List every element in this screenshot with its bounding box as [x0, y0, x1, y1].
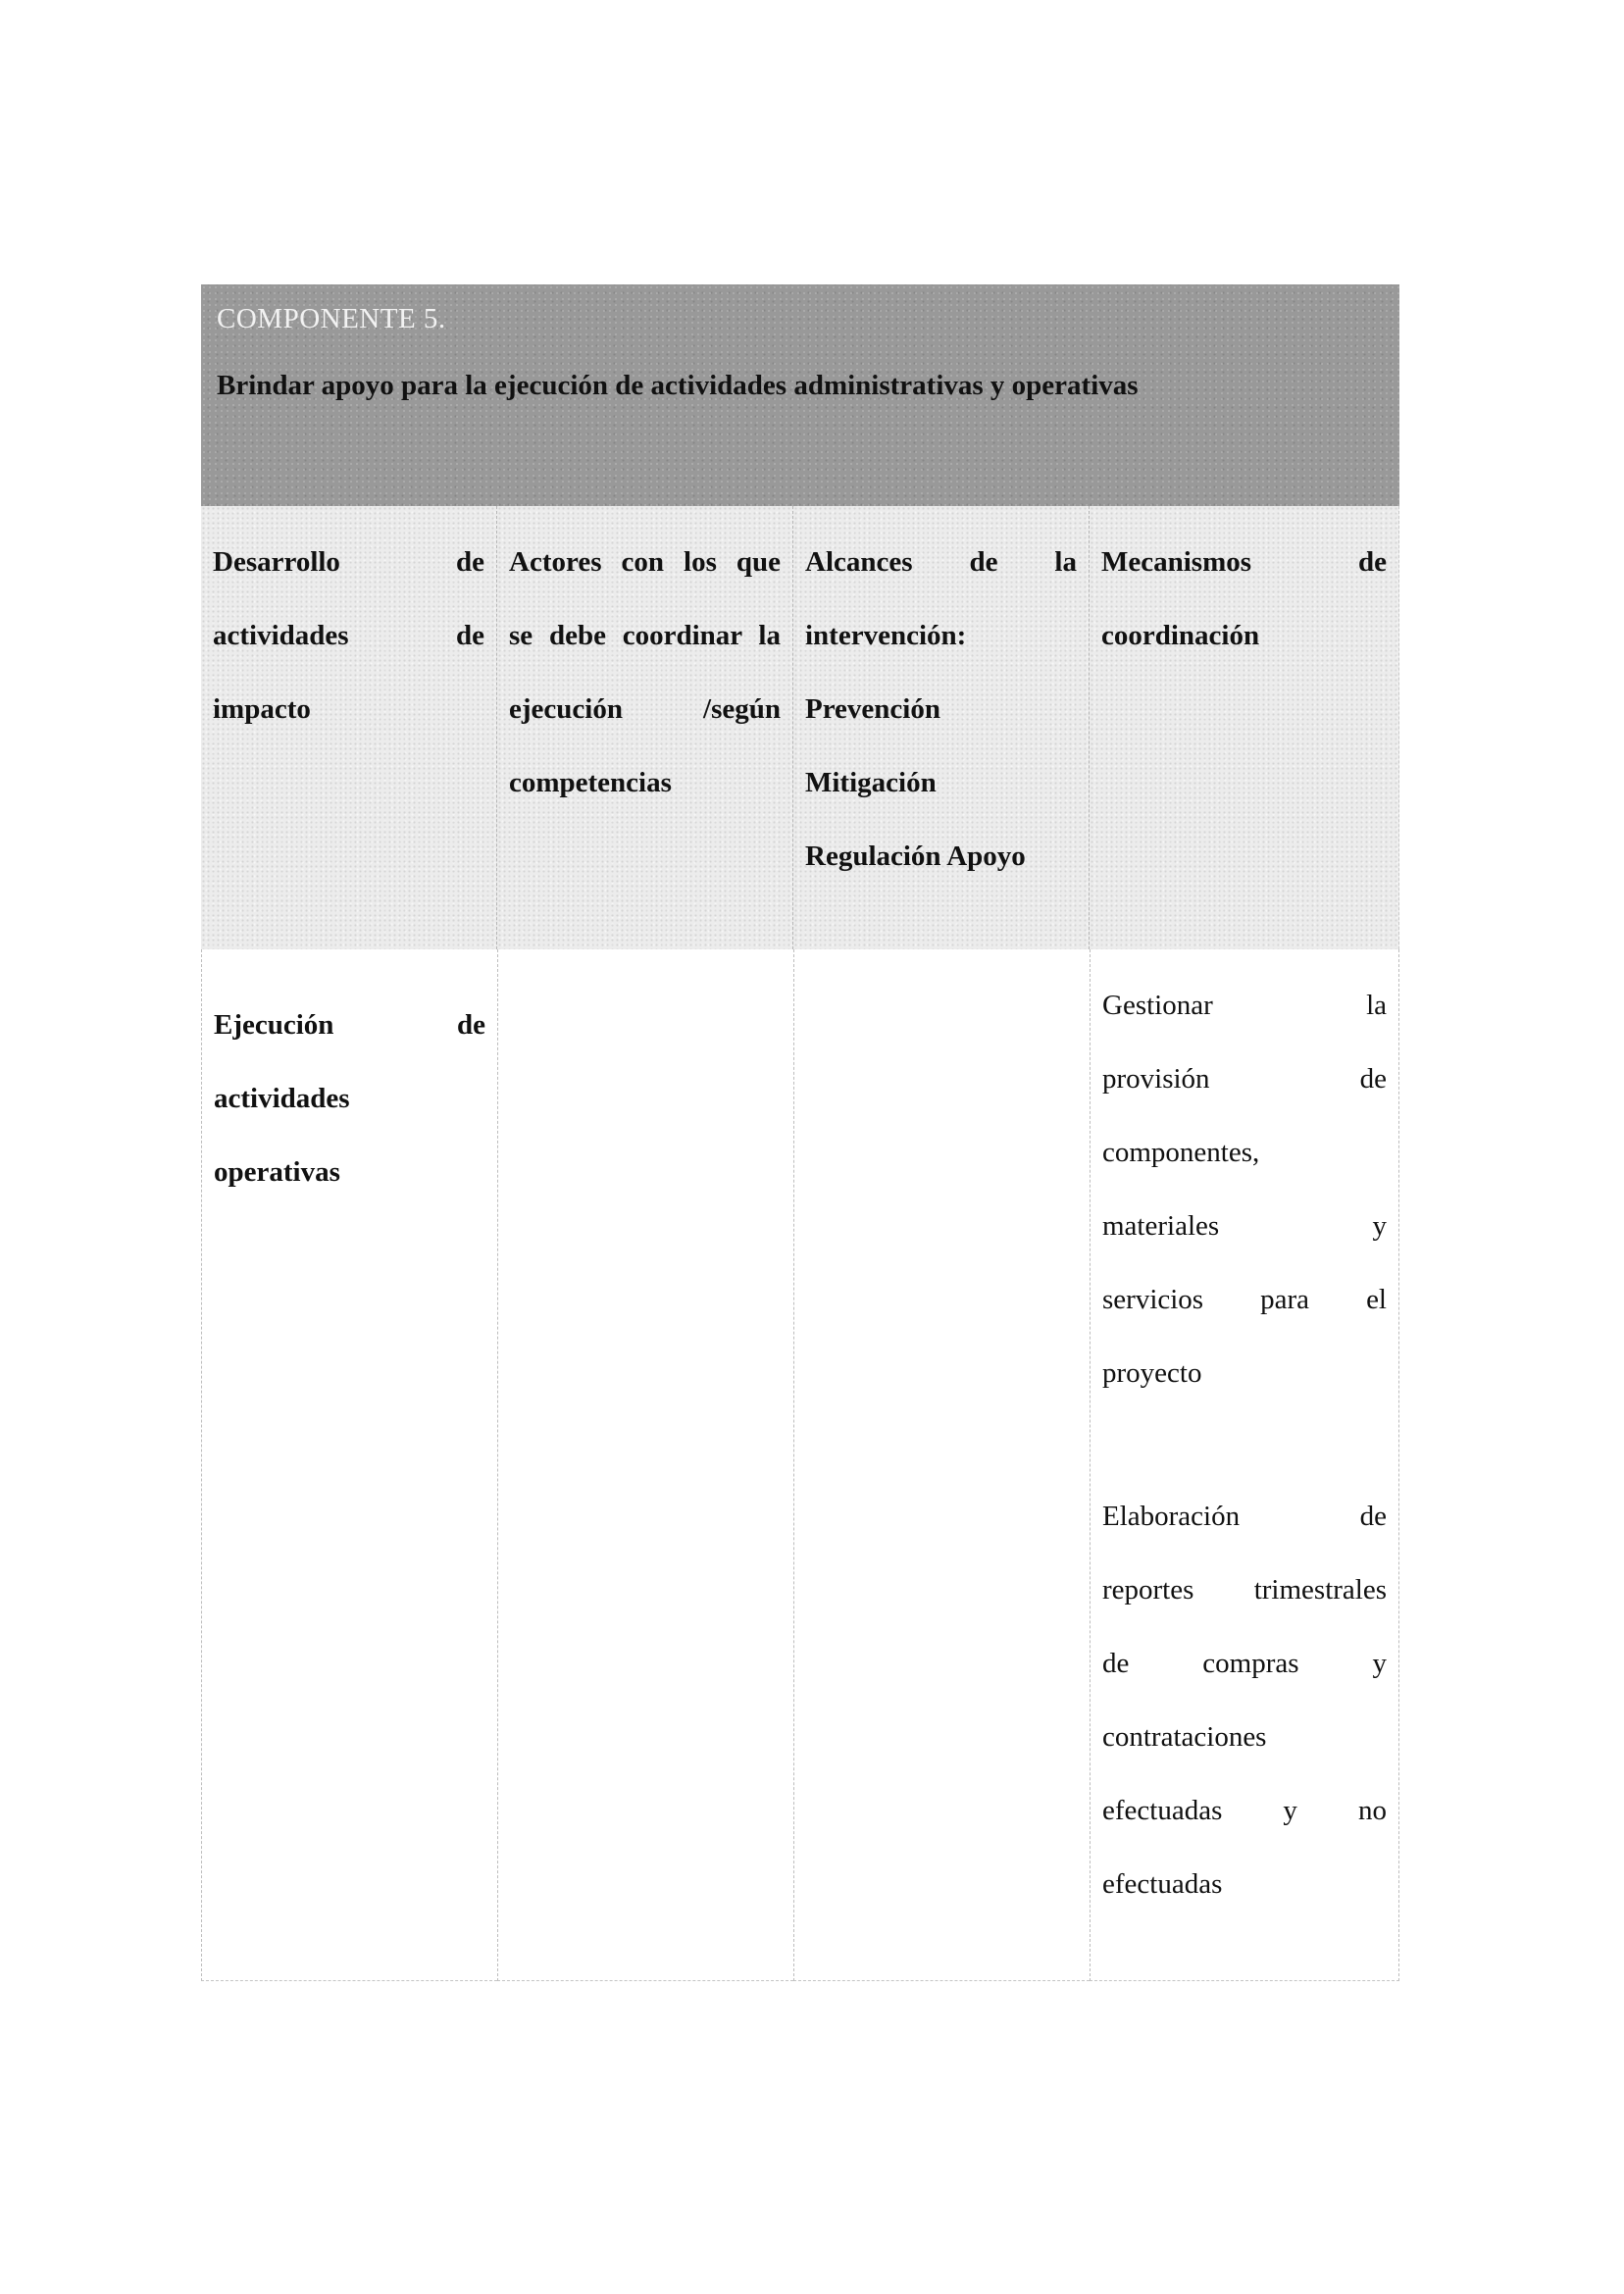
- header-line: intervención:: [805, 620, 967, 651]
- mechanism-line: efectuadas: [1102, 1868, 1223, 1900]
- mechanism-line: Gestionar la: [1102, 990, 1387, 1021]
- activity-line: operativas: [214, 1156, 340, 1188]
- table-row: [201, 949, 1399, 1981]
- header-line: impacto: [213, 693, 311, 725]
- component-table: [201, 284, 1399, 1981]
- cell-actors: [497, 949, 793, 1981]
- header-line: actividades de: [213, 620, 484, 651]
- header-development-activities: [201, 506, 497, 949]
- mechanism-line: provisión de: [1102, 1063, 1387, 1095]
- mechanism-line: de compras y: [1102, 1648, 1387, 1679]
- header-line: Regulación Apoyo: [805, 841, 1026, 872]
- header-line: competencias: [509, 767, 672, 798]
- header-line: Alcances de la: [805, 546, 1077, 578]
- mechanism-line: componentes,: [1102, 1137, 1260, 1168]
- mechanism-line: materiales y: [1102, 1210, 1387, 1242]
- header-line: ejecución /según: [509, 693, 781, 725]
- header-line: Prevención: [805, 693, 940, 725]
- header-line: se debe coordinar la: [509, 620, 781, 651]
- mechanism-line: efectuadas y no: [1102, 1795, 1387, 1826]
- mechanism-line: reportes trimestrales: [1102, 1574, 1387, 1606]
- cell-activity: [201, 949, 497, 1981]
- header-scope: [793, 506, 1090, 949]
- activity-line: actividades: [214, 1083, 350, 1114]
- mechanism-line: proyecto: [1102, 1357, 1202, 1389]
- component-label: COMPONENTE 5.: [217, 303, 446, 334]
- cell-scope: [793, 949, 1090, 1981]
- cell-mechanisms: [1090, 949, 1399, 1981]
- component-title: Brindar apoyo para la ejecución de actividades administrativas y operativas: [217, 369, 1139, 401]
- table-header-row: [201, 506, 1399, 949]
- header-mechanisms: [1090, 506, 1399, 949]
- paragraph-gap: [1102, 1410, 1387, 1480]
- header-line: Desarrollo de: [213, 546, 484, 578]
- mechanism-line: Elaboración de: [1102, 1501, 1387, 1532]
- mechanism-line: contrataciones: [1102, 1721, 1267, 1753]
- header-line: coordinación: [1101, 620, 1260, 651]
- header-line: Mecanismos de: [1101, 546, 1387, 578]
- activity-line: Ejecución de: [214, 1009, 485, 1041]
- header-line: Actores con los que: [509, 546, 781, 578]
- header-actors: [497, 506, 793, 949]
- component-banner: [201, 284, 1399, 506]
- mechanism-line: servicios para el: [1102, 1284, 1387, 1315]
- header-line: Mitigación: [805, 767, 937, 798]
